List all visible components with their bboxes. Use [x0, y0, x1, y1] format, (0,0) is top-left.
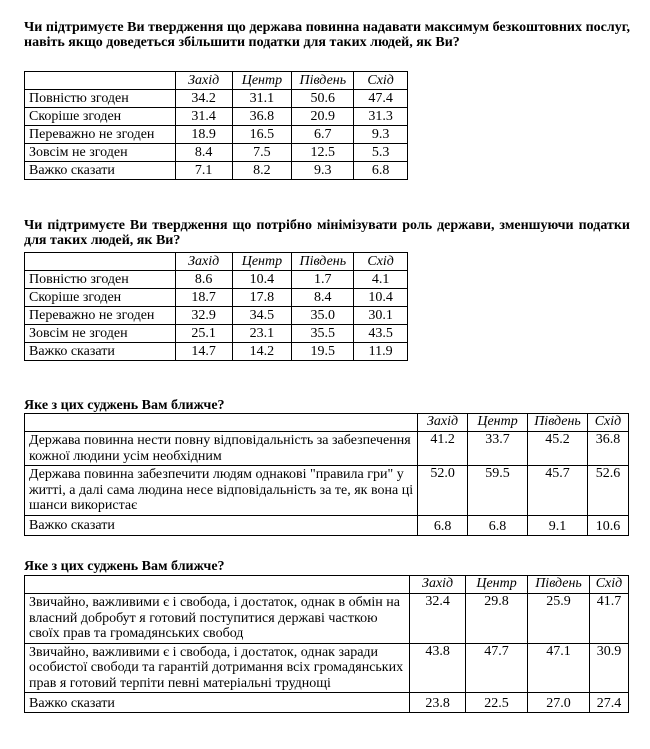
value-cell: 18.7	[175, 289, 232, 307]
header-center: Центр	[468, 414, 528, 432]
header-south: Південь	[292, 253, 354, 271]
value-cell: 9.3	[292, 162, 354, 180]
value-cell: 8.4	[175, 144, 232, 162]
value-cell: 11.9	[354, 343, 408, 361]
value-cell: 1.7	[292, 271, 354, 289]
value-cell: 9.3	[354, 126, 408, 144]
value-cell: 35.5	[292, 325, 354, 343]
corner-cell	[25, 72, 176, 90]
value-cell: 22.5	[466, 693, 528, 713]
value-cell: 43.5	[354, 325, 408, 343]
value-cell: 34.2	[175, 90, 232, 108]
value-cell: 43.8	[410, 643, 466, 693]
value-cell: 59.5	[468, 466, 528, 516]
row-label: Важко сказати	[25, 515, 418, 535]
value-cell: 7.5	[232, 144, 292, 162]
value-cell: 6.8	[418, 515, 468, 535]
table-row	[25, 126, 408, 144]
row-label: Держава повинна нести повну відповідальність за забезпечення кожної людини усім необхідним	[25, 432, 418, 466]
value-cell: 9.1	[528, 515, 588, 535]
header-west: Захід	[175, 72, 232, 90]
table-row	[25, 90, 408, 108]
question-2: Чи підтримуєте Ви твердження що потрібно мінімізувати роль держави, зменшуючи податки для таких людей, як Ви?	[24, 218, 630, 248]
table-4	[24, 575, 629, 713]
value-cell: 47.4	[354, 90, 408, 108]
value-cell: 31.3	[354, 108, 408, 126]
table-row	[25, 289, 408, 307]
value-cell: 16.5	[232, 126, 292, 144]
value-cell: 10.4	[232, 271, 292, 289]
row-label: Повністю згоден	[25, 271, 176, 289]
value-cell: 33.7	[468, 432, 528, 466]
value-cell: 8.2	[232, 162, 292, 180]
value-cell: 36.8	[587, 432, 628, 466]
value-cell: 31.1	[232, 90, 292, 108]
row-label: Скоріше згоден	[25, 108, 176, 126]
header-center: Центр	[232, 253, 292, 271]
table-3	[24, 413, 629, 536]
value-cell: 52.0	[418, 466, 468, 516]
table-row	[25, 162, 408, 180]
header-south: Південь	[528, 414, 588, 432]
value-cell: 41.7	[589, 594, 628, 644]
header-center: Центр	[466, 576, 528, 594]
value-cell: 47.7	[466, 643, 528, 693]
value-cell: 47.1	[528, 643, 590, 693]
row-label: Зовсім не згоден	[25, 325, 176, 343]
table-1	[24, 71, 408, 180]
value-cell: 36.8	[232, 108, 292, 126]
value-cell: 31.4	[175, 108, 232, 126]
value-cell: 29.8	[466, 594, 528, 644]
table-row	[25, 307, 408, 325]
table-row	[25, 144, 408, 162]
corner-cell	[25, 253, 176, 271]
value-cell: 5.3	[354, 144, 408, 162]
table-row	[25, 271, 408, 289]
value-cell: 8.4	[292, 289, 354, 307]
header-south: Південь	[528, 576, 590, 594]
value-cell: 10.6	[587, 515, 628, 535]
value-cell: 6.8	[354, 162, 408, 180]
value-cell: 10.4	[354, 289, 408, 307]
value-cell: 18.9	[175, 126, 232, 144]
row-label: Скоріше згоден	[25, 289, 176, 307]
question-4: Яке з цих суджень Вам ближче?	[24, 559, 225, 574]
value-cell: 32.9	[175, 307, 232, 325]
header-east: Схід	[587, 414, 628, 432]
value-cell: 14.7	[175, 343, 232, 361]
row-label: Переважно не згоден	[25, 307, 176, 325]
value-cell: 14.2	[232, 343, 292, 361]
value-cell: 25.1	[175, 325, 232, 343]
value-cell: 45.2	[528, 432, 588, 466]
table-2	[24, 252, 408, 361]
value-cell: 12.5	[292, 144, 354, 162]
value-cell: 6.8	[468, 515, 528, 535]
table-row	[25, 594, 629, 644]
row-label: Важко сказати	[25, 343, 176, 361]
table-row	[25, 325, 408, 343]
row-label: Переважно не згоден	[25, 126, 176, 144]
table-row	[25, 643, 629, 693]
value-cell: 19.5	[292, 343, 354, 361]
value-cell: 34.5	[232, 307, 292, 325]
row-label: Повністю згоден	[25, 90, 176, 108]
value-cell: 52.6	[587, 466, 628, 516]
table-row	[25, 432, 629, 466]
question-3: Яке з цих суджень Вам ближче?	[24, 398, 225, 413]
row-label: Звичайно, важливими є і свобода, і достаток, однак заради особистої свободи та гарантій дотримання всіх громадянських прав я готовий терпіти певні матеріальні труднощі	[25, 643, 410, 693]
row-label: Важко сказати	[25, 693, 410, 713]
row-label: Зовсім не згоден	[25, 144, 176, 162]
table-row	[25, 108, 408, 126]
value-cell: 17.8	[232, 289, 292, 307]
header-west: Захід	[410, 576, 466, 594]
value-cell: 8.6	[175, 271, 232, 289]
value-cell: 20.9	[292, 108, 354, 126]
value-cell: 30.1	[354, 307, 408, 325]
corner-cell	[25, 576, 410, 594]
value-cell: 35.0	[292, 307, 354, 325]
value-cell: 7.1	[175, 162, 232, 180]
question-1: Чи підтримуєте Ви твердження що держава повинна надавати максимум безкоштовних послуг, навіть якщо доведеться збільшити податки для таких людей, як Ви?	[24, 20, 630, 50]
value-cell: 50.6	[292, 90, 354, 108]
value-cell: 27.4	[589, 693, 628, 713]
value-cell: 4.1	[354, 271, 408, 289]
value-cell: 30.9	[589, 643, 628, 693]
value-cell: 23.8	[410, 693, 466, 713]
corner-cell	[25, 414, 418, 432]
header-east: Схід	[589, 576, 628, 594]
value-cell: 23.1	[232, 325, 292, 343]
table-row	[25, 515, 629, 535]
value-cell: 6.7	[292, 126, 354, 144]
value-cell: 27.0	[528, 693, 590, 713]
header-west: Захід	[175, 253, 232, 271]
header-east: Схід	[354, 72, 408, 90]
header-east: Схід	[354, 253, 408, 271]
header-west: Захід	[418, 414, 468, 432]
row-label: Звичайно, важливими є і свобода, і достаток, однак в обмін на власний добробут я готовий поступитися державі часткою своїх прав та громадянських свобод	[25, 594, 410, 644]
row-label: Важко сказати	[25, 162, 176, 180]
table-row	[25, 466, 629, 516]
value-cell: 25.9	[528, 594, 590, 644]
value-cell: 45.7	[528, 466, 588, 516]
header-center: Центр	[232, 72, 292, 90]
table-row	[25, 343, 408, 361]
value-cell: 41.2	[418, 432, 468, 466]
table-row	[25, 693, 629, 713]
value-cell: 32.4	[410, 594, 466, 644]
row-label: Держава повинна забезпечити людям однакові "правила гри" у житті, а далі сама людина несе відповідальність за те, як вона ці шанси використає	[25, 466, 418, 516]
header-south: Південь	[292, 72, 354, 90]
